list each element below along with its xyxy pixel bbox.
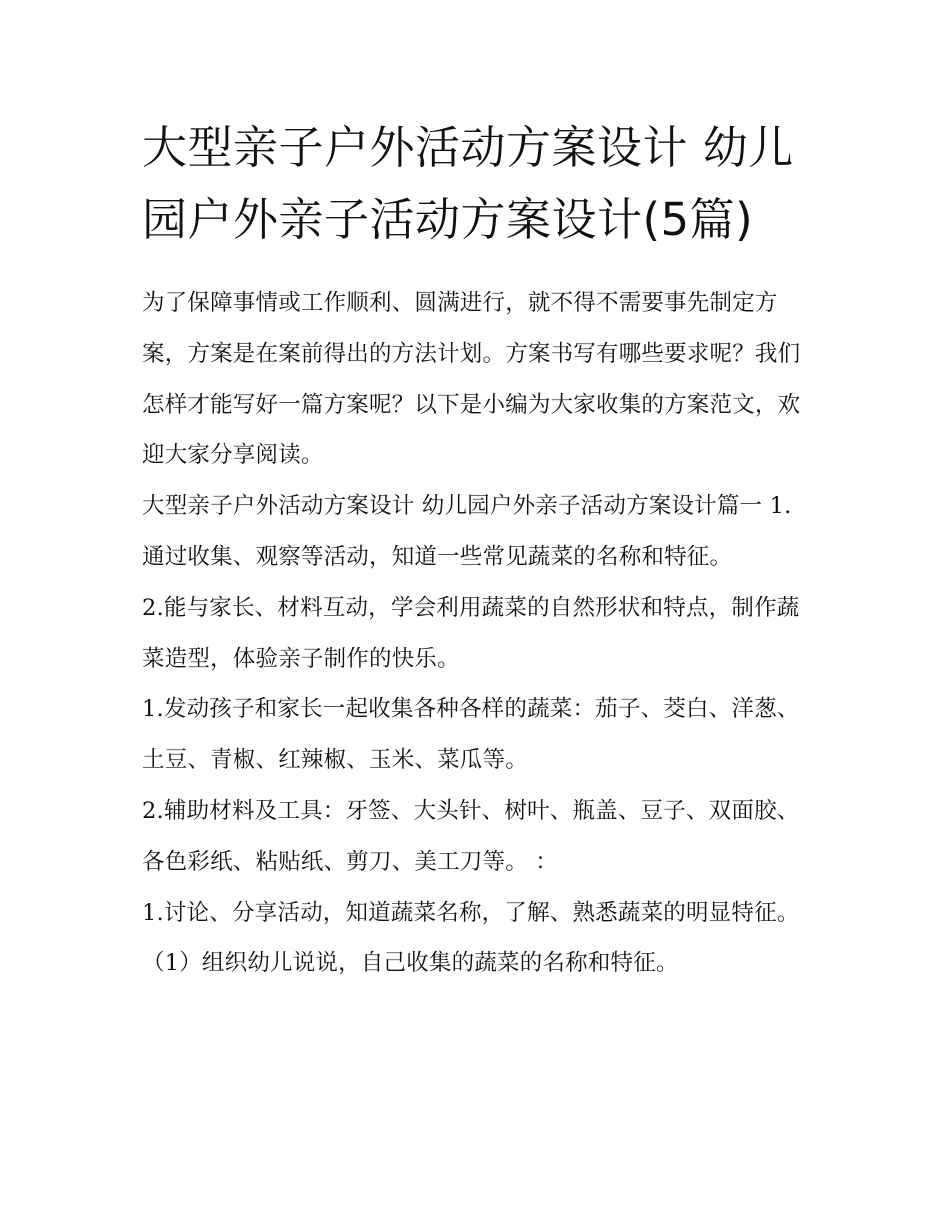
document-page <box>142 112 812 989</box>
process-one-paragraph: 1.讨论、分享活动，知道蔬菜名称，了解、熟悉蔬菜的明显特征。 （1）组织幼儿说说，自己收集的蔬菜的名称和特征。 <box>142 899 800 977</box>
section-one-paragraph: 大型亲子户外活动方案设计 幼儿园户外亲子活动方案设计篇一 1.通过收集、观察等活动，知道一些常见蔬菜的名称和特征。 <box>142 493 792 570</box>
goal-two-paragraph: 2.能与家长、材料互动，学会利用蔬菜的自然形状和特点，制作蔬菜造型，体验亲子制作的快乐。 <box>142 594 800 672</box>
preparation-two-paragraph: 2.辅助材料及工具：牙签、大头针、树叶、瓶盖、豆子、双面胶、各色彩纸、粘贴纸、剪刀、美工刀等。 ： <box>142 797 800 875</box>
intro-paragraph: 为了保障事情或工作顺利、圆满进行，就不得不需要事先制定方案，方案是在案前得出的方法计划。方案书写有哪些要求呢？我们怎样才能写好一篇方案呢？以下是小编为大家收集的方案范文，欢迎大家分享阅读。 <box>142 290 801 469</box>
preparation-one-paragraph: 1.发动孩子和家长一起收集各种各样的蔬菜：茄子、茭白、洋葱、土豆、青椒、红辣椒、玉米、菜瓜等。 <box>142 696 800 774</box>
document-title: 大型亲子户外活动方案设计 幼儿园户外亲子活动方案设计(5篇) <box>142 121 794 246</box>
